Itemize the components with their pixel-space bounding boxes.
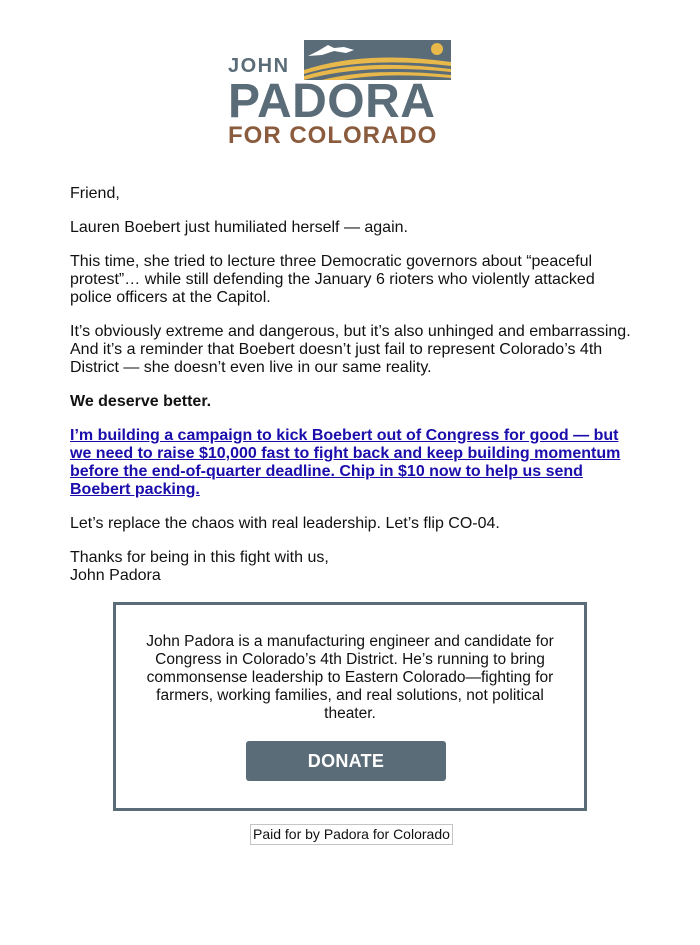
greeting: Friend, [70,185,120,202]
mountain-sun-logo-graphic [304,40,451,80]
email-body [70,185,635,601]
signature-name: John Padora [70,567,161,584]
logo-last-name: PADORA [228,75,436,128]
paragraph-1: Lauren Boebert just humiliated herself — again. [70,219,408,236]
signoff: Thanks for being in this fight with us, [70,549,329,566]
paragraph-3: It’s obviously extreme and dangerous, but it’s also unhinged and embarrassing. And it’s a reminder that Boebert doesn’t just fail to represent Colorado’s 4th District — she doesn’t even live in our same reality. [70,323,631,376]
paragraph-4: Let’s replace the chaos with real leadership. Let’s flip CO-04. [70,515,500,532]
campaign-logo [228,40,473,150]
emphasis-text: We deserve better. [70,393,212,410]
bio-box [113,602,587,811]
mountain-sun-icon [304,40,451,80]
donate-cta-link[interactable]: I’m building a campaign to kick Boebert out of Congress for good — but we need to raise $10,000 fast to fight back and keep building momentum before the end-of-quarter deadline. Chip in $10 now to help us send Boebert packing. [70,427,621,498]
logo-tagline: FOR COLORADO [228,122,438,149]
paid-for-disclaimer: Paid for by Padora for Colorado [250,824,453,845]
bio-text: John Padora is a manufacturing engineer and candidate for Congress in Colorado’s 4th District. He’s running to bring commonsense leadership to Eastern Colorado—fighting for farmers, working families, and real solutions, not political theater. [146,633,554,722]
paragraph-2: This time, she tried to lecture three Democratic governors about “peaceful protest”… while still defending the January 6 rioters who violently attacked police officers at the Capitol. [70,253,595,306]
logo-first-name: JOHN [228,55,290,77]
donate-button[interactable]: DONATE [246,741,446,781]
cta-paragraph [70,427,635,499]
signature-block [70,549,635,585]
